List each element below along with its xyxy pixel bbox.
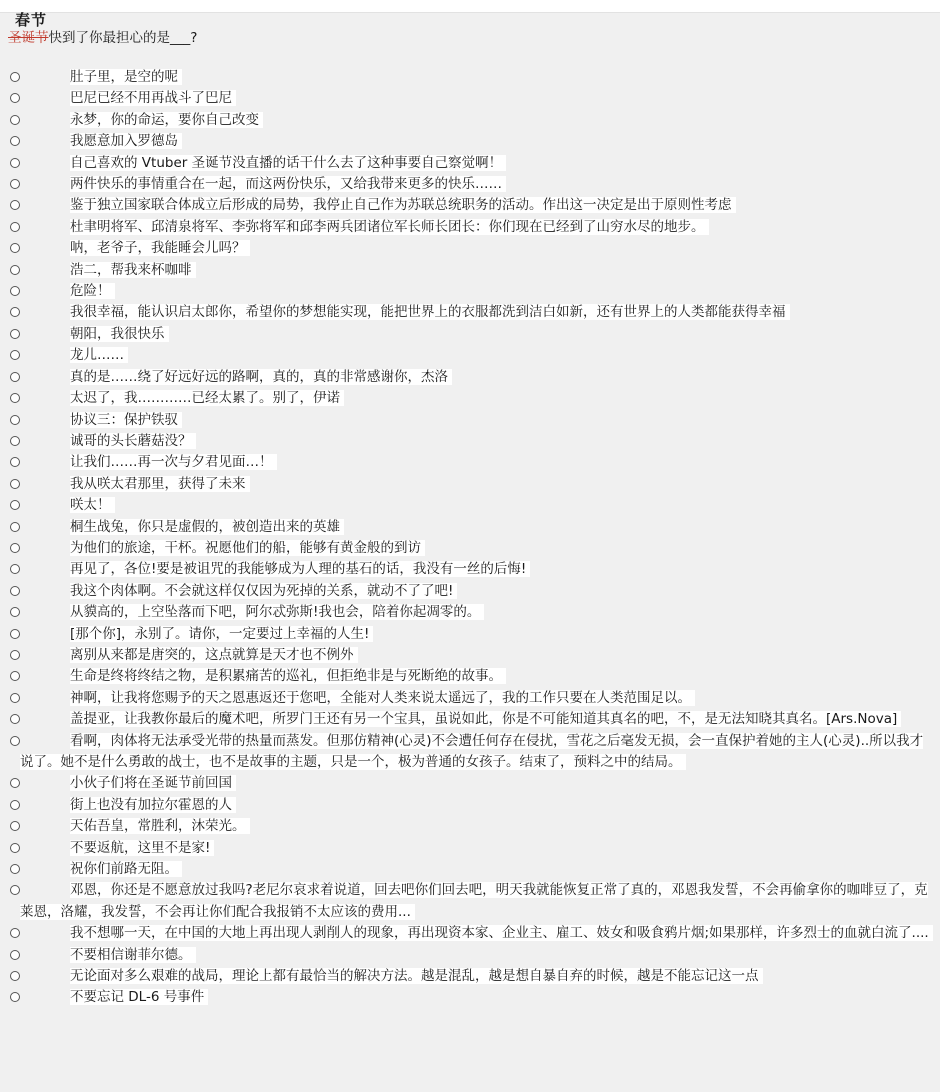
option-label: 再见了，各位!要是被诅咒的我能够成为人理的基石的话，我没有一丝的后悔! <box>70 561 530 577</box>
option-row[interactable] <box>0 731 940 774</box>
option-label: 肚子里，是空的呢 <box>70 69 182 85</box>
option-text-wrap <box>20 345 940 366</box>
option-row[interactable] <box>0 474 940 495</box>
option-label: 我这个肉体啊。不会就这样仅仅因为死掉的关系，就动不了了吧! <box>70 583 457 599</box>
option-row[interactable] <box>0 816 940 837</box>
option-label: [那个你]，永别了。请你，一定要过上幸福的人生! <box>70 626 373 642</box>
option-row[interactable] <box>0 688 940 709</box>
radio-button[interactable] <box>10 243 20 253</box>
radio-button[interactable] <box>10 800 20 810</box>
option-row[interactable] <box>0 923 940 944</box>
option-label: 神啊，让我将您赐予的天之恩惠返还于您吧，全能对人类来说太遥远了，我的工作只要在人类范围足以。 <box>70 690 695 706</box>
option-label: 盖提亚，让我教你最后的魔术吧，所罗门王还有另一个宝具，虽说如此，你是不可能知道其真名的吧，不，是无法知晓其真名。[Ars.Nova] <box>70 711 901 727</box>
option-label: 我不想哪一天，在中国的大地上再出现人剥削人的现象，再出现资本家、企业主、雇工、妓女和吸食鸦片烟;如果那样，许多烈士的血就白流了.... <box>70 925 933 941</box>
radio-button[interactable] <box>10 714 20 724</box>
option-label: 祝你们前路无阻。 <box>70 861 182 877</box>
option-text-wrap <box>20 517 940 538</box>
radio-button[interactable] <box>10 629 20 639</box>
option-label: 邓恩，你还是不愿意放过我吗?老尼尔哀求着说道，回去吧你们回去吧，明天我就能恢复正常了真的，邓恩我发誓，不会再偷拿你的咖啡豆了，克莱恩，洛耀，我发誓，不会再让你们配合我报销不太应该的费用... <box>20 882 928 920</box>
option-label: 从貘高的，上空坠落而下吧，阿尔忒弥斯!我也会，陪着你起凋零的。 <box>70 604 484 620</box>
option-text-wrap <box>20 131 940 152</box>
option-text-wrap <box>20 474 940 495</box>
radio-button[interactable] <box>10 222 20 232</box>
radio-button[interactable] <box>10 543 20 553</box>
option-label: 协议三：保护铁驭 <box>70 412 182 428</box>
radio-button[interactable] <box>10 885 20 895</box>
radio-button[interactable] <box>10 821 20 831</box>
option-row[interactable] <box>0 517 940 538</box>
option-label: 朝阳，我很快乐 <box>70 326 169 342</box>
option-label: 街上也没有加拉尔霍恩的人 <box>70 797 236 813</box>
option-text-wrap <box>20 302 940 323</box>
option-row[interactable] <box>0 880 940 923</box>
option-label: 鉴于独立国家联合体成立后形成的局势，我停止自己作为苏联总统职务的活动。作出这一决定是出于原则性考虑 <box>70 197 736 213</box>
option-label: 自己喜欢的 Vtuber 圣诞节没直播的话干什么去了这种事要自己察觉啊！ <box>70 155 506 171</box>
option-row[interactable] <box>0 838 940 859</box>
option-text-wrap <box>20 217 940 238</box>
page-title: 春节 <box>15 11 48 29</box>
option-text-wrap <box>20 388 940 409</box>
option-label: 我愿意加入罗德岛 <box>70 133 182 149</box>
option-row[interactable] <box>0 388 940 409</box>
option-row[interactable] <box>0 773 940 794</box>
option-label: 为他们的旅途，干杯。祝愿他们的船，能够有黄金般的到访 <box>70 540 425 556</box>
struck-word: 圣诞节 <box>8 30 49 46</box>
option-label: 咲太！ <box>70 497 115 513</box>
option-row[interactable] <box>0 431 940 452</box>
option-text-wrap <box>20 838 940 859</box>
option-row[interactable] <box>0 495 940 516</box>
option-row[interactable] <box>0 624 940 645</box>
radio-button[interactable] <box>10 72 20 82</box>
option-label: 离别从来都是唐突的，这点就算是天才也不例外 <box>70 647 358 663</box>
option-row[interactable] <box>0 602 940 623</box>
option-text-wrap <box>20 495 940 516</box>
option-label: 看啊，肉体将无法承受光带的热量而蒸发。但那仿精神(心灵)不会遭任何存在侵扰，雪花之后毫发无损，会一直保护着她的主人(心灵)..所以我才说了。她不是什么勇敢的战士，也不是故事的主题，只是一个，极为普通的女孩子。结束了，预料之中的结局。 <box>20 732 924 770</box>
option-label: 小伙子们将在圣诞节前回国 <box>70 775 236 791</box>
radio-button[interactable] <box>10 500 20 510</box>
option-text-wrap <box>20 452 940 473</box>
option-row[interactable] <box>0 238 940 259</box>
radio-button[interactable] <box>10 586 20 596</box>
option-label: 天佑吾皇，常胜利，沐荣光。 <box>70 818 250 834</box>
option-label: 诚哥的头长蘑菇没？ <box>70 433 196 449</box>
option-label: 呐，老爷子，我能睡会儿吗？ <box>70 240 250 256</box>
option-text-wrap <box>20 281 940 302</box>
option-text-wrap <box>20 923 940 944</box>
option-text-wrap <box>20 709 940 730</box>
option-row[interactable] <box>0 966 940 987</box>
top-bar <box>0 0 940 13</box>
question-label: 快到了你最担心的是___? <box>48 30 198 46</box>
radio-button[interactable] <box>10 329 20 339</box>
radio-button[interactable] <box>10 843 20 853</box>
option-row[interactable] <box>0 581 940 602</box>
radio-button[interactable] <box>10 928 20 938</box>
radio-button[interactable] <box>10 693 20 703</box>
option-text-wrap <box>20 773 940 794</box>
option-text-wrap <box>20 666 940 687</box>
option-text-wrap <box>20 538 940 559</box>
radio-button[interactable] <box>10 350 20 360</box>
option-text-wrap <box>20 602 940 623</box>
radio-button[interactable] <box>10 372 20 382</box>
option-label: 巴尼已经不用再战斗了巴尼 <box>70 90 236 106</box>
radio-button[interactable] <box>10 864 20 874</box>
radio-button[interactable] <box>10 436 20 446</box>
option-row[interactable] <box>0 859 940 880</box>
option-row[interactable] <box>0 217 940 238</box>
radio-button[interactable] <box>10 393 20 403</box>
option-text-wrap <box>20 67 940 88</box>
option-text-wrap <box>20 431 940 452</box>
option-text-wrap <box>20 966 940 987</box>
radio-button[interactable] <box>10 286 20 296</box>
option-row[interactable] <box>0 67 940 88</box>
option-label: 杜聿明将军、邱清泉将军、李弥将军和邱李两兵团诸位军长师长团长：你们现在已经到了山穷水尽的地步。 <box>70 219 709 235</box>
option-row[interactable] <box>0 324 940 345</box>
option-label: 我从咲太君那里，获得了未来 <box>70 476 250 492</box>
option-text-wrap <box>20 645 940 666</box>
radio-button[interactable] <box>10 671 20 681</box>
option-text-wrap <box>20 559 940 580</box>
option-row[interactable] <box>0 987 940 1008</box>
option-label: 永梦，你的命运，要你自己改变 <box>70 112 263 128</box>
radio-button[interactable] <box>10 479 20 489</box>
option-row[interactable] <box>0 709 940 730</box>
radio-button[interactable] <box>10 415 20 425</box>
option-row[interactable] <box>0 195 940 216</box>
option-label: 不要忘记 DL-6 号事件 <box>70 989 208 1005</box>
radio-button[interactable] <box>10 136 20 146</box>
option-label: 生命是终将终结之物，是积累痛苦的巡礼，但拒绝非是与死断绝的故事。 <box>70 668 506 684</box>
option-row[interactable] <box>0 367 940 388</box>
option-row[interactable] <box>0 153 940 174</box>
option-text-wrap <box>20 110 940 131</box>
option-label: 让我们……再一次与夕君见面…！ <box>70 454 277 470</box>
option-row[interactable] <box>0 666 940 687</box>
option-text-wrap <box>20 731 940 774</box>
option-text-wrap <box>20 816 940 837</box>
option-row[interactable] <box>0 88 940 109</box>
option-row[interactable] <box>0 260 940 281</box>
radio-button[interactable] <box>10 200 20 210</box>
option-label: 我很幸福，能认识启太郎你，希望你的梦想能实现，能把世界上的衣服都洗到洁白如新，还有世界上的人类都能获得幸福 <box>70 304 790 320</box>
option-row[interactable] <box>0 645 940 666</box>
option-label: 不要返航，这里不是家! <box>70 840 214 856</box>
radio-button[interactable] <box>10 971 20 981</box>
option-label: 无论面对多么艰难的战局，理论上都有最恰当的解决方法。越是混乱，越是想自暴自弃的时候，越是不能忘记这一点 <box>70 968 763 984</box>
option-text-wrap <box>20 367 940 388</box>
option-row[interactable] <box>0 131 940 152</box>
options-list <box>0 67 940 1009</box>
option-text-wrap <box>20 153 940 174</box>
option-text-wrap <box>20 410 940 431</box>
option-row[interactable] <box>0 110 940 131</box>
option-row[interactable] <box>0 345 940 366</box>
option-text-wrap <box>20 174 940 195</box>
option-row[interactable] <box>0 559 940 580</box>
option-label: 不要相信谢菲尔德。 <box>70 947 196 963</box>
radio-button[interactable] <box>10 457 20 467</box>
radio-button[interactable] <box>10 607 20 617</box>
option-row[interactable] <box>0 452 940 473</box>
option-label: 两件快乐的事情重合在一起，而这两份快乐，又给我带来更多的快乐…… <box>70 176 506 192</box>
option-text-wrap <box>20 238 940 259</box>
option-row[interactable] <box>0 410 940 431</box>
option-text-wrap <box>20 581 940 602</box>
option-row[interactable] <box>0 538 940 559</box>
option-text-wrap <box>20 795 940 816</box>
question-text <box>8 26 197 46</box>
option-row[interactable] <box>0 945 940 966</box>
option-text-wrap <box>20 624 940 645</box>
option-text-wrap <box>20 945 940 966</box>
option-label: 真的是……绕了好远好远的路啊，真的，真的非常感谢你，杰洛 <box>70 369 452 385</box>
radio-button[interactable] <box>10 650 20 660</box>
radio-button[interactable] <box>10 265 20 275</box>
option-text-wrap <box>20 880 940 923</box>
radio-button[interactable] <box>10 950 20 960</box>
option-label: 危险！ <box>70 283 115 299</box>
option-text-wrap <box>20 260 940 281</box>
option-row[interactable] <box>0 281 940 302</box>
option-row[interactable] <box>0 795 940 816</box>
option-text-wrap <box>20 987 940 1008</box>
option-row[interactable] <box>0 174 940 195</box>
option-row[interactable] <box>0 302 940 323</box>
option-label: 浩二，帮我来杯咖啡 <box>70 262 196 278</box>
radio-button[interactable] <box>10 736 20 746</box>
radio-button[interactable] <box>10 778 20 788</box>
option-label: 龙儿…… <box>70 347 128 363</box>
radio-button[interactable] <box>10 115 20 125</box>
radio-button[interactable] <box>10 992 20 1002</box>
option-text-wrap <box>20 195 940 216</box>
option-label: 太迟了，我…………已经太累了。别了，伊诺 <box>70 390 344 406</box>
radio-button[interactable] <box>10 93 20 103</box>
option-label: 桐生战兔，你只是虚假的，被创造出来的英雄 <box>70 519 344 535</box>
option-text-wrap <box>20 324 940 345</box>
radio-button[interactable] <box>10 522 20 532</box>
option-text-wrap <box>20 859 940 880</box>
radio-button[interactable] <box>10 158 20 168</box>
radio-button[interactable] <box>10 564 20 574</box>
option-text-wrap <box>20 688 940 709</box>
option-text-wrap <box>20 88 940 109</box>
radio-button[interactable] <box>10 179 20 189</box>
radio-button[interactable] <box>10 307 20 317</box>
